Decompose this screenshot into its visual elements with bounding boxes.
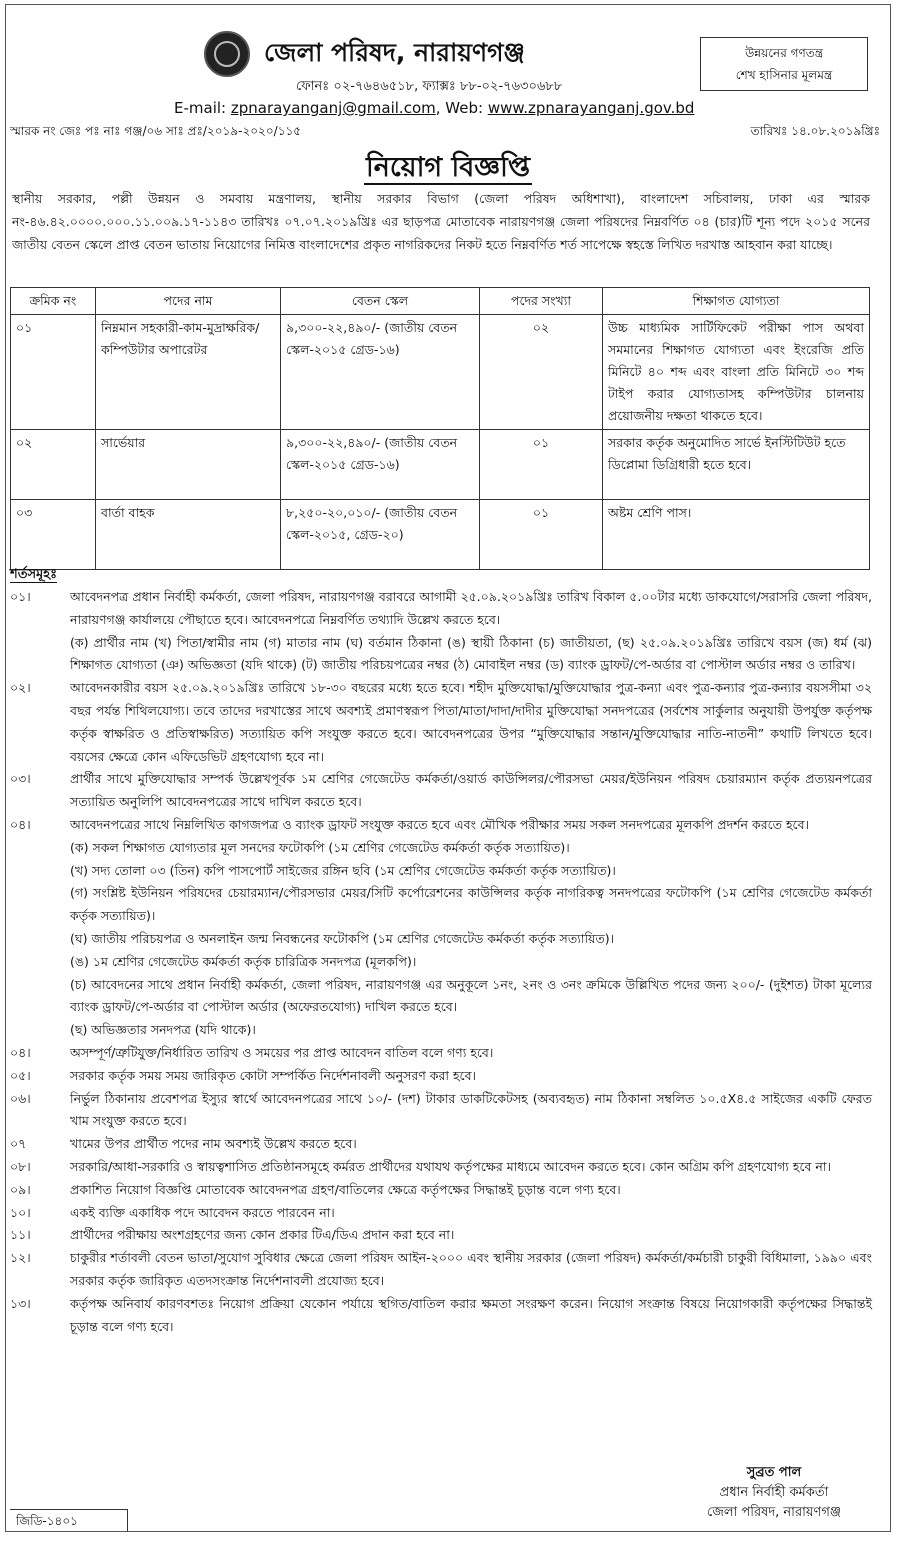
signatory-designation: প্রধান নির্বাহী কর্মকর্তা [719, 1485, 829, 1500]
condition-text: খামের উপর প্রার্থীত পদের নাম অবশ্যই উল্লেখ করতে হবে। [70, 1136, 357, 1152]
col-scale: বেতন স্কেল [281, 288, 480, 315]
condition-item [10, 1293, 872, 1339]
condition-item [10, 586, 872, 677]
condition-sub-item: (ঙ) ১ম শ্রেণির গেজেটেড কর্মকর্তা কর্তৃক চারিত্রিক সনদপত্র (মূলকপি)। [70, 953, 417, 969]
condition-item [10, 1042, 872, 1065]
condition-body [70, 1293, 872, 1339]
condition-text: সরকার কর্তৃক সময় সময় জারিকৃত কোটা সম্পর্কিত নির্দেশনাবলী অনুসরণ করা হবে। [70, 1067, 477, 1083]
org-title: জেলা পরিষদ, নারায়ণগঞ্জ [264, 38, 525, 67]
cell-serial: ০২ [11, 430, 96, 500]
condition-item [10, 1065, 872, 1088]
cell-scale: ৯,৩০০-২২,৪৯০/- (জাতীয় বেতন স্কেল-২০১৫ গ্রেড-১৬) [281, 315, 480, 430]
cell-scale: ৯,৩০০-২২,৪৯০/- (জাতীয় বেতন স্কেল-২০১৫ গ্রেড-১৬) [281, 430, 480, 500]
cell-count: ০২ [480, 315, 603, 430]
condition-body [70, 1042, 872, 1065]
condition-text: প্রার্থীদের পরীক্ষায় অংশগ্রহণের জন্য কোন প্রকার টিএ/ডিএ প্রদান করা হবে না। [70, 1227, 455, 1243]
condition-text: আবেদনকারীর বয়স ২৫.০৯.২০১৯খ্রিঃ তারিখে ১৮-৩০ বছরের মধ্যে হতে হবে। শহীদ মুক্তিযোদ্ধা/মুক্তিযোদ্ধার পুত্র-কন্যা এবং পুত্র-কন্যার পুত্র-কন্যার বয়সসীমা ৩২ বছর পর্যন্ত শিথিলযোগ্য। তবে তাদের দরখাস্তের সাথে অবশ্যই প্রমাণস্বরূপ পিতা/মাতা/দাদা/দাদীর মুক্তিযোদ্ধা সনদপত্রের (সর্বশেষ সার্কুলার অনুযায়ী উপর্যুক্ত কর্তৃপক্ষ কর্তৃক স্বাক্ষরিত ও প্রতিস্বাক্ষরিত) সত্যায়িত কপি সংযুক্ত করতে হবে। আবেদনপত্রের উপর “মুক্তিযোদ্ধার সন্তান/মুক্তিযোদ্ধার নাতি-নাতনী” কথাটি লিখতে হবে। বয়সের ক্ষেত্রে কোন এফিডেভিট গ্রহণযোগ্য হবে না। [70, 680, 872, 764]
condition-item [10, 1133, 872, 1156]
col-count: পদের সংখ্যা [480, 288, 603, 315]
cell-scale: ৮,২৫০-২০,০১০/- (জাতীয় বেতন স্কেল-২০১৫, গ্রেড-২০) [281, 500, 480, 570]
cell-post: বার্তা বাহক [96, 500, 281, 570]
condition-sub-item: (গ) সংশ্লিষ্ট ইউনিয়ন পরিষদের চেয়ারম্যান/পৌরসভার মেয়র/সিটি কর্পোরেশনের কাউন্সিলর কর্তৃক নাগরিকত্ব সনদপত্রের ফটোকপি (১ম শ্রেণির গেজেটেড কর্মকর্তা কর্তৃক সত্যায়িত)। [70, 885, 872, 924]
condition-text: প্রার্থীর সাথে মুক্তিযোদ্ধার সম্পর্ক উল্লেখপূর্বক ১ম শ্রেণির গেজেটেড কর্মকর্তা/ওয়ার্ড কাউন্সিলর/পৌরসভা মেয়র/ইউনিয়ন পরিষদ চেয়ারম্যান কর্তৃক প্রত্যয়নপত্রের সত্যায়িত অনুলিপি আবেদনপত্রের সাথে দাখিল করতে হবে। [70, 771, 872, 810]
notice-title: নিয়োগ বিজ্ঞপ্তি [365, 152, 531, 183]
condition-item [10, 1224, 872, 1247]
intro-paragraph: স্থানীয় সরকার, পল্লী উন্নয়ন ও সমবায় মন্ত্রণালয়, স্থানীয় সরকার বিভাগ (জেলা পরিষদ অধিশাখা), বাংলাদেশ সচিবালয়, ঢাকা এর স্মারক নং-৪৬.৪২.০০০০.০০০.১১.০০৯.১৭-১১৪৩ তারিখঃ ০৭.০৭.২০১৯খ্রিঃ এর ছাড়পত্র মোতাবেক নারায়ণগঞ্জ জেলা পরিষদের নিম্নবর্ণিত ০৪ (চার)টি শূন্য পদে ২০১৫ সনের জাতীয় বেতন স্কেলে প্রাপ্ত বেতন ভাতায় নিয়োগের নিমিত্ত বাংলাদেশের প্রকৃত নাগরিকদের নিকট হতে নিম্নবর্ণিত শর্ত সাপেক্ষে স্বহস্তে লিখিত দরখাস্ত আহবান করা যাচ্ছে। [12, 191, 870, 252]
condition-sub-item: (ছ) অভিজ্ঞতার সনদপত্র (যদি থাকে)। [70, 1022, 256, 1038]
condition-text: সরকারি/আধা-সরকারি ও স্বায়ত্বশাসিত প্রতিষ্ঠানসমূহে কর্মরত প্রার্থীদের যথাযথ কর্তৃপক্ষের মাধ্যমে আবেদন করতে হবে। কোন অগ্রিম কপি গ্রহণযোগ্য হবে না। [70, 1158, 831, 1174]
condition-body [70, 814, 872, 1042]
cell-post: নিম্নমান সহকারী-কাম-মুদ্রাক্ষরিক/কম্পিউটার অপারেটর [96, 315, 281, 430]
condition-sub-item: (ক) প্রার্থীর নাম (খ) পিতা/স্বামীর নাম (গ) মাতার নাম (ঘ) বর্তমান ঠিকানা (ঙ) স্থায়ী ঠিকানা (চ) জাতীয়তা, (ছ) ২৫.০৯.২০১৯খ্রিঃ তারিখে বয়স (জ) ধর্ম (ঝ) শিক্ষাগত যোগ্যতা (ঞ) অভিজ্ঞতা (যদি থাকে) (ট) জাতীয় পরিচয়পত্রের নম্বর (ঠ) মোবাইল নম্বর (ড) ব্যাংক ড্রাফট/পে-অর্ডার বা পোস্টাল অর্ডার নম্বর ও তারিখ। [70, 634, 872, 673]
condition-number: ১১। [10, 1227, 31, 1243]
condition-text: চাকুরীর শর্তাবলী বেতন ভাতা/সুযোগ সুবিধার ক্ষেত্রে জেলা পরিষদ আইন-২০০০ এবং স্থানীয় সরকার (জেলা পরিষদ) কর্মকর্তা/কর্মচারী চাকুরী বিধিমালা, ১৯৯০ এবং সরকার কর্তৃক জারিকৃত এতদসংক্রান্ত নির্দেশনাবলী প্রযোজ্য হবে। [70, 1250, 872, 1288]
phone-fax: ফোনঃ ০২-৭৬৪৬৫১৮, ফ্যাক্সঃ ৮৮-০২-৭৬৩০৬৮৮ [296, 79, 563, 94]
condition-item [10, 814, 872, 1042]
cell-post: সার্ভেয়ার [96, 430, 281, 500]
cell-qualification: অষ্টম শ্রেণি পাস। [603, 500, 870, 570]
condition-body [70, 586, 872, 677]
cell-count: ০১ [480, 500, 603, 570]
cell-serial: ০৩ [11, 500, 96, 570]
condition-number: ০৬। [10, 1090, 31, 1106]
condition-number: ০৯। [10, 1181, 31, 1197]
conditions-heading: শর্তসমূহঃ [10, 567, 58, 582]
zila-parishad-logo [204, 31, 250, 77]
vacancy-table [10, 287, 870, 570]
table-row [11, 315, 870, 430]
condition-item [10, 1156, 872, 1179]
condition-sub-item: (খ) সদ্য তোলা ০৩ (তিন) কপি পাসপোর্ট সাইজের রঙ্গিন ছবি (১ম শ্রেণির গেজেটেড কর্মকর্তা কর্তৃক সত্যায়িত)। [70, 862, 616, 878]
condition-item [10, 768, 872, 814]
condition-number: ১০। [10, 1204, 31, 1220]
cell-qualification: উচ্চ মাধ্যমিক সার্টিফিকেট পরীক্ষা পাস অথবা সমমানের শিক্ষাগত যোগ্যতা এবং ইংরেজি প্রতি মিনিটে ৪০ শব্দ এবং বাংলা প্রতি মিনিটে ৩০ শব্দ টাইপ করার যোগ্যতাসহ কম্পিউটার চালনায় প্রয়োজনীয় দক্ষতা থাকতে হবে। [603, 315, 870, 430]
condition-item [10, 1247, 872, 1293]
condition-number: ০৪। [10, 816, 31, 832]
condition-body [70, 1156, 872, 1179]
signatory-name: সুব্রত পাল [746, 1465, 802, 1480]
signature-block [674, 1463, 874, 1523]
condition-sub-item: (ঘ) জাতীয় পরিচয়পত্র ও অনলাইন জন্ম নিবন্ধনের ফটোকপি (১ম শ্রেণির গেজেটেড কর্মকর্তা কর্তৃক সত্যায়িত)। [70, 930, 615, 946]
condition-body [70, 1133, 872, 1156]
condition-number: ০৪। [10, 1044, 31, 1060]
col-post: পদের নাম [96, 288, 281, 315]
conditions-list [10, 586, 872, 1338]
notice-page [5, 4, 891, 1532]
condition-sub-item: (চ) আবেদনের সাথে প্রধান নির্বাহী কর্মকর্তা, জেলা পরিষদ, নারায়ণগঞ্জ এর অনুকূলে ১নং, ২নং ও ৩নং ক্রমিকে উল্লিখিত পদের জন্য ২০০/- (দুইশত) টাকা মূল্যের ব্যাংক ড্রাফট/পে-অর্ডার বা পোস্টাল অর্ডার (অফেরতযোগ্য) দাখিল করতে হবে। [70, 976, 872, 1015]
letterhead [6, 5, 890, 138]
condition-number: ০৩। [10, 771, 31, 787]
condition-number: ০৭ [10, 1136, 27, 1152]
condition-text: আবেদনপত্রের সাথে নিম্নলিখিত কাগজপত্র ও ব্যাংক ড্রাফট সংযুক্ত করতে হবে এবং মৌখিক পরীক্ষার সময় সকল সনদপত্রের মূলকপি প্রদর্শন করতে হবে। [70, 816, 810, 832]
condition-number: ০৮। [10, 1158, 31, 1174]
notice-date: তারিখঃ ১৪.০৮.২০১৯খ্রিঃ [750, 124, 880, 138]
condition-text: প্রকাশিত নিয়োগ বিজ্ঞপ্তি মোতাবেক আবেদনপত্র গ্রহণ/বাতিলের ক্ষেত্রে কর্তৃপক্ষের সিদ্ধান্তই চূড়ান্ত বলে গণ্য হবে। [70, 1181, 621, 1197]
signatory-office: জেলা পরিষদ, নারায়ণগঞ্জ [706, 1505, 842, 1520]
email-web-line: E-mail: zpnarayanganj@gmail.com, Web: www.zpnarayanganj.gov.bd [174, 99, 695, 117]
condition-text: আবেদনপত্র প্রধান নির্বাহী কর্মকর্তা, জেলা পরিষদ, নারায়ণগঞ্জ বরাবরে আগামী ২৫.০৯.২০১৯খ্রিঃ তারিখ বিকাল ৫.০০টার মধ্যে ডাকযোগে/সরাসরি জেলা পরিষদ, নারায়ণগঞ্জ কার্যালয়ে পৌছাতে হবে। আবেদনপত্রে নিম্নবর্ণিত তথ্যাদি উল্লেখ করতে হবে। [70, 589, 872, 627]
condition-text: কর্তৃপক্ষ অনিবার্য কারণবশতঃ নিয়োগ প্রক্রিয়া যেকোন পর্যায়ে স্থগিত/বাতিল করার ক্ষমতা সংরক্ষণ করেন। নিয়োগ সংক্রান্ত বিষয়ে নিয়োগকারী কর্তৃপক্ষের সিদ্ধান্তই চূড়ান্ত বলে গণ্য হবে। [70, 1295, 872, 1334]
gd-number: জিডি-১৪০১ [10, 1509, 128, 1531]
col-qualification: শিক্ষাগত যোগ্যতা [603, 288, 870, 315]
condition-text: নির্ভুল ঠিকানায় প্রবেশপত্র ইস্যুর স্বার্থে আবেদনপত্রের সাথে ১০/- (দশ) টাকার ডাকটিকেটসহ (অব্যবহৃত) নাম ঠিকানা সম্বলিত ১০.৫X৪.৫ সাইজের একটি ফেরত খাম সংযুক্ত করতে হবে। [70, 1090, 872, 1129]
condition-item [10, 1179, 872, 1202]
table-row [11, 500, 870, 570]
condition-body [70, 1179, 872, 1202]
condition-body [70, 677, 872, 768]
condition-number: ০১। [10, 589, 31, 604]
slogan-line-1: উন্নয়নের গণতন্ত্র [744, 46, 824, 60]
cell-qualification: সরকার কর্তৃক অনুমোদিত সার্ভে ইনস্টিটিউট হতে ডিপ্লোমা ডিগ্রিধারী হতে হবে। [603, 430, 870, 500]
condition-body [70, 768, 872, 814]
condition-number: ০৫। [10, 1067, 31, 1083]
condition-number: ১২। [10, 1250, 31, 1266]
condition-body [70, 1202, 872, 1225]
condition-body [70, 1088, 872, 1134]
condition-body [70, 1224, 872, 1247]
email-link[interactable]: zpnarayanganj@gmail.com [230, 99, 436, 117]
condition-text: একই ব্যক্তি একাধিক পদে আবেদন করতে পারবেন না। [70, 1204, 335, 1220]
slogan-box [700, 37, 868, 91]
condition-item [10, 1088, 872, 1134]
condition-number: ০২। [10, 680, 31, 696]
condition-sub-item: (ক) সকল শিক্ষাগত যোগ্যতার মূল সনদের ফটোকপি (১ম শ্রেণির গেজেটেড কর্মকর্তা কর্তৃক সত্যায়িত)। [70, 839, 570, 855]
condition-item [10, 1202, 872, 1225]
condition-number: ১৩। [10, 1295, 31, 1311]
table-header-row [11, 288, 870, 315]
col-serial: ক্রমিক নং [11, 288, 96, 315]
cell-count: ০১ [480, 430, 603, 500]
table-row [11, 430, 870, 500]
condition-text: অসম্পূর্ণ/ত্রুটিযুক্ত/নির্ধারিত তারিখ ও সময়ের পর প্রাপ্ত আবেদন বাতিল বলে গণ্য হবে। [70, 1044, 494, 1060]
cell-serial: ০১ [11, 315, 96, 430]
condition-body [70, 1065, 872, 1088]
website-link[interactable]: www.zpnarayanganj.gov.bd [487, 99, 695, 117]
slogan-line-2: শেখ হাসিনার মূলমন্ত্র [735, 68, 833, 82]
condition-body [70, 1247, 872, 1293]
memo-number: স্মারক নং জেঃ পঃ নাঃ গঞ্জ/০৬ সাঃ প্রঃ/২০১৯-২০২০/১১৫ [10, 124, 302, 138]
condition-item [10, 677, 872, 768]
